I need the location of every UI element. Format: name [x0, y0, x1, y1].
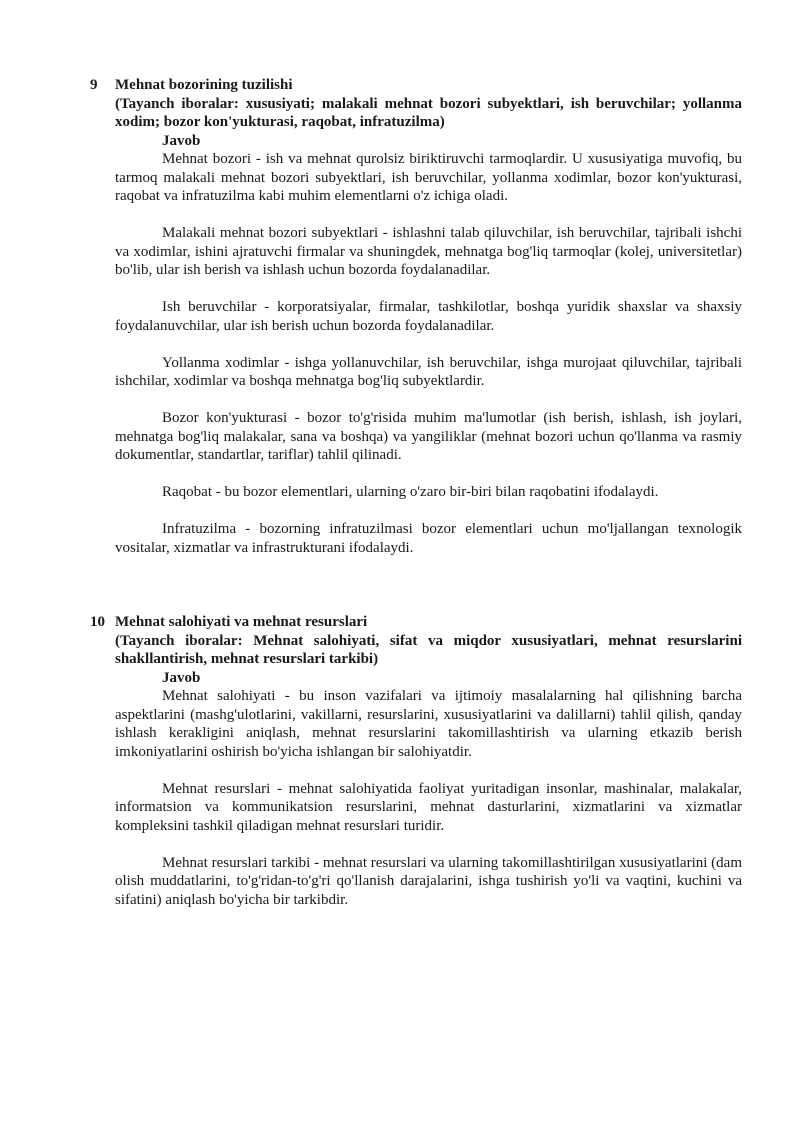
- paragraph: Bozor kon'yukturasi - bozor to'g'risida muhim ma'lumotlar (ish berish, ishlash, ish joylari, mehnatga bog'liq malakalar, sana va boshqa) va yangiliklar (mehnat bozori uchun qo'llanma va rasmiy dokumentlar, standartlar, tariflar) tahlil qilinadi.: [115, 410, 742, 463]
- paragraph: Raqobat - bu bozor elementlari, ularning o'zaro bir-biri bilan raqobatini ifodalaydi.: [162, 484, 659, 500]
- paragraph: Mehnat resurslari tarkibi - mehnat resurslari va ularning takomillashtirilgan xususiyatlarini (dam olish muddatlarini, to'g'ridan-to'g'ri qo'llanish darajalarini, ishga tushirish yo'li va vaqtini, kuchini va sifatini) aniqlash bo'yicha bir tarkibdir.: [115, 854, 742, 908]
- answer-label: Javob: [162, 669, 201, 686]
- paragraph: Yollanma xodimlar - ishga yollanuvchilar, ish beruvchilar, ishga murojaat qiluvchilar, tajribali ishchilar, xodimlar va boshqa mehnatga bog'liq subyektlardir.: [115, 354, 742, 389]
- answer-body: [90, 150, 742, 557]
- section-title: Mehnat bozorining tuzilishi: [115, 77, 293, 93]
- section-number: 10: [90, 614, 105, 630]
- paragraph: Mehnat resurslari - mehnat salohiyatida faoliyat yuritadigan insonlar, mashinalar, malakalar, informatsion va kommunikatsion resurslarini, mehnat dasturlarini, xizmatlarini va xizmatlar kompleksini tashkil qiladigan mehnat resurslari turidir.: [115, 780, 742, 834]
- paragraph: Mehnat bozori - ish va mehnat qurolsiz biriktiruvchi tarmoqlardir. U xususiyatiga muvofiq, bu tarmoq malakali mehnat bozori subyektlari, ish beruvchilar, yollanma xodimlar, bozor kon'yukturasi, raqobat va infratuzilma kabi muhim elementlarni o'z ichiga oladi.: [115, 151, 742, 204]
- section-title: Mehnat salohiyati va mehnat resurslari: [115, 614, 368, 630]
- section-heading: [90, 613, 742, 632]
- paragraph: Mehnat salohiyati - bu inson vazifalari va ijtimoiy masalalarning hal qilishning barcha aspektlarini (mashg'ulotlarini, vakillarni, resurslarini, xususiyatlarini va dalillarni) tahlil qilish, qanday ishlash kerakligini aniqlash, mehnat resurslarini takomillashtirish va ularning etkazib berish imkoniyatlarini oshirish bo'yicha ishlangan bir salohiyatdir.: [115, 688, 742, 760]
- section-keywords: (Tayanch iboralar: Mehnat salohiyati, sifat va miqdor xususiyatlari, mehnat resurslarini shakllantirish, mehnat resurslari tarkibi): [115, 632, 742, 667]
- paragraph: Infratuzilma - bozorning infratuzilmasi bozor elementlari uchun mo'ljallangan texnologik vositalar, xizmatlar va infrastrukturani ifodalaydi.: [115, 521, 742, 556]
- section-heading: [90, 76, 742, 95]
- answer-label: Javob: [162, 132, 201, 149]
- paragraph: Ish beruvchilar - korporatsiyalar, firmalar, tashkilotlar, boshqa yuridik shaxslar va shaxsiy foydalanuvchilar, ular ish berish uchun bozorda foydalanadilar.: [115, 299, 742, 334]
- section-keywords: (Tayanch iboralar: xususiyati; malakali mehnat bozori subyektlari, ish beruvchilar; yollanma xodim; bozor kon'yukturasi, raqobat, infratuzilma): [115, 95, 742, 130]
- answer-body: [90, 687, 742, 909]
- section-9: [90, 76, 742, 557]
- paragraph: Malakali mehnat bozori subyektlari - ishlashni talab qiluvchilar, ish beruvchilar, tajribali ishchi va xodimlar, ishini ajratuvchi firmalar va shuningdek, mehnatga bog'liq tarmoqlar (kolej, universitetlar) bo'lib, ular ish berish va ishlash uchun bozorda foydalanadilar.: [115, 225, 742, 278]
- section-10: [90, 613, 742, 909]
- section-number: 9: [90, 77, 98, 93]
